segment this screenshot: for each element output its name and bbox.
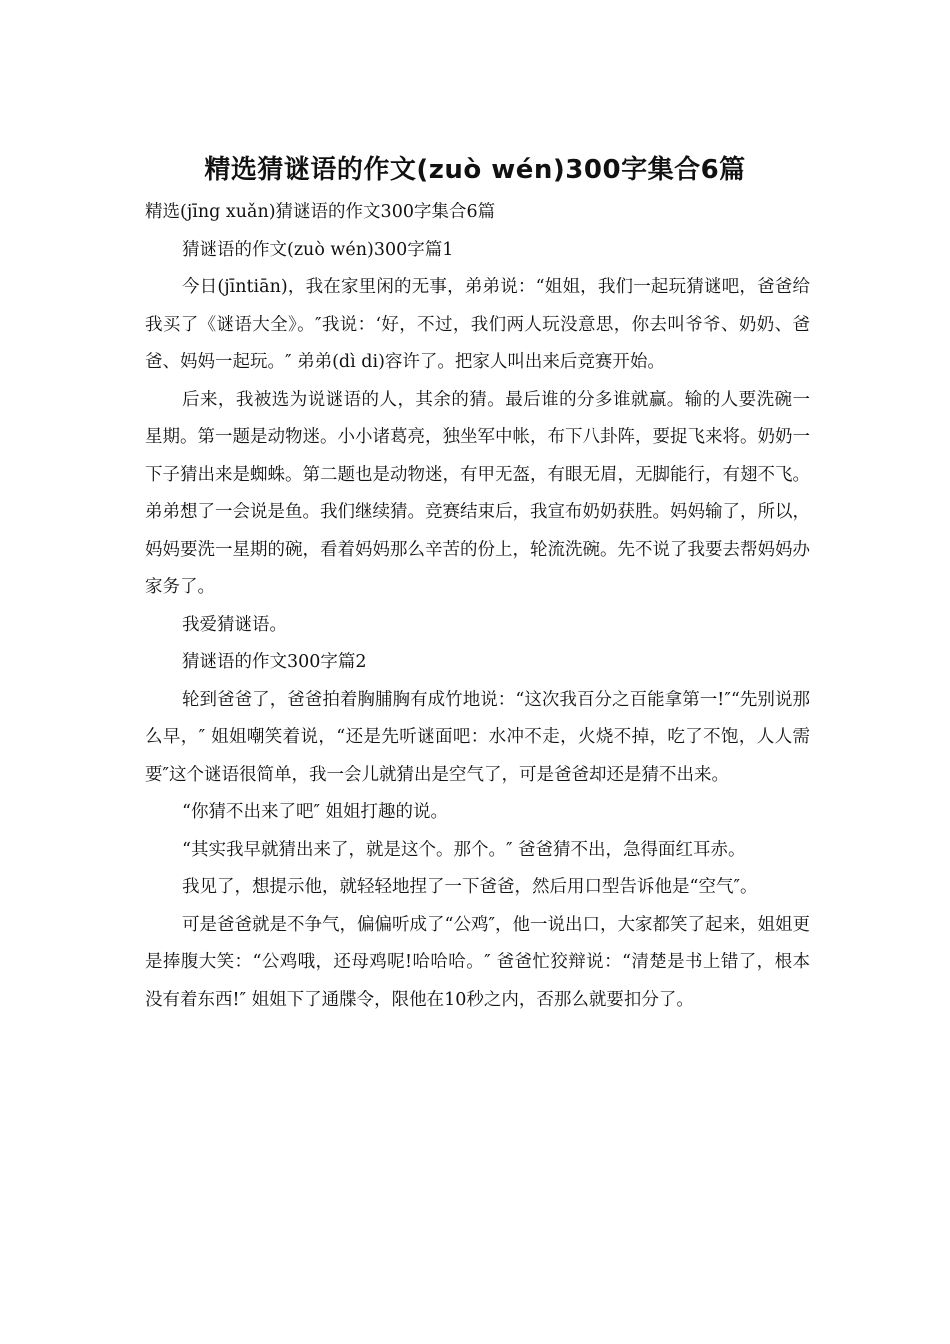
paragraph: 今日(jīntiān)，我在家里闲的无事，弟弟说：“姐姐，我们一起玩猜谜吧，爸爸给我买了《谜语大全》。″我说：‘好，不过，我们两人玩没意思，你去叫爷爷、奶奶、爸爸、妈妈一起玩。″ 弟弟(dì di)容许了。把家人叫出来后竞赛开始。: [145, 277, 810, 372]
document-title: 精选猜谜语的作文(zuò wén)300字集合6篇: [204, 155, 746, 185]
paragraph: 我见了，想提示他，就轻轻地捏了一下爸爸，然后用口型告诉他是“空气″。: [182, 877, 758, 897]
paragraph: “你猜不出来了吧″ 姐姐打趣的说。: [182, 802, 449, 822]
document-body: [145, 194, 810, 1019]
paragraph: 后来，我被选为说谜语的人，其余的猜。最后谁的分多谁就赢。输的人要洗碗一星期。第一题是动物迷。小小诸葛亮，独坐军中帐，布下八卦阵，要捉飞来将。奶奶一下子猜出来是蜘蛛。第二题也是动物迷，有甲无盔，有眼无眉，无脚能行，有翅不飞。弟弟想了一会说是鱼。我们继续猜。竞赛结束后，我宣布奶奶获胜。妈妈输了，所以，妈妈要洗一星期的碗，看着妈妈那么辛苦的份上，轮流洗碗。先不说了我要去帮妈妈办家务了。: [145, 389, 810, 597]
paragraph: 轮到爸爸了，爸爸拍着胸脯胸有成竹地说：“这次我百分之百能拿第一!″“先别说那么早，″ 姐姐嘲笑着说，“还是先听谜面吧：水冲不走，火烧不掉，吃了不饱，人人需要″这个谜语很简单，我一会儿就猜出是空气了，可是爸爸却还是猜不出来。: [145, 689, 810, 785]
paragraph: “其实我早就猜出来了，就是这个。那个。″ 爸爸猜不出，急得面红耳赤。: [182, 839, 746, 860]
paragraph-subtitle: 精选(jīng xuǎn)猜谜语的作文300字集合6篇: [145, 202, 496, 222]
section-heading-2: 猜谜语的作文300字篇2: [182, 652, 367, 672]
paragraph: 可是爸爸就是不争气，偏偏听成了“公鸡″，他一说出口，大家都笑了起来，姐姐更是捧腹大笑：“公鸡哦，还母鸡呢!哈哈哈。″ 爸爸忙狡辩说：“清楚是书上错了，根本没有着东西!″ 姐姐下了通牒令，限他在10秒之内，否那么就要扣分了。: [145, 914, 810, 1010]
section-heading-1: 猜谜语的作文(zuò wén)300字篇1: [182, 239, 454, 260]
paragraph: 我爱猜谜语。: [182, 614, 287, 635]
